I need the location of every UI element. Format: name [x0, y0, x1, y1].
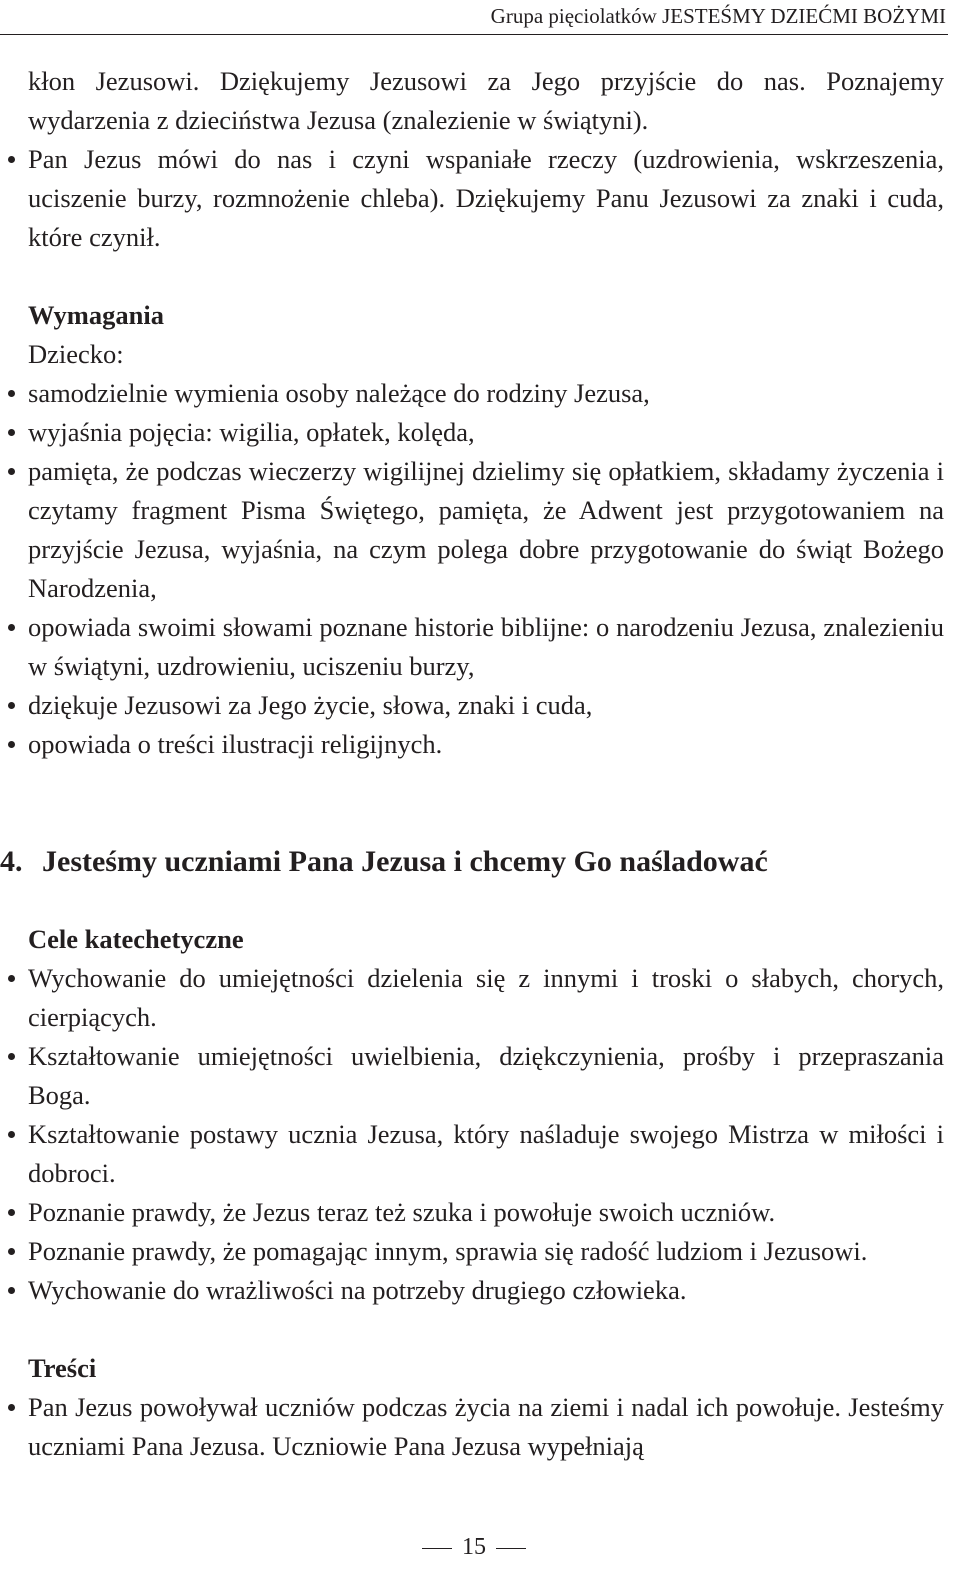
section-heading-wymagania: Wymagania — [28, 300, 164, 330]
list-item: Wychowanie do umiejętności dzielenia się z innymi i troski o słabych, chorych, cierpiących. — [28, 959, 944, 1037]
header-rule — [0, 34, 948, 35]
chapter-number: 4. — [0, 845, 23, 878]
list-item: Pan Jezus mówi do nas i czyni wspaniałe rzeczy (uzdrowienia, wskrzeszenia, uciszenie burzy, rozmnożenie chleba). Dziękujemy Panu Jezusowi za znaki i cuda, które czynił. — [28, 140, 944, 257]
wymagania-bullet-list — [28, 374, 944, 764]
list-item: Pan Jezus powoływał uczniów podczas życia na ziemi i nadal ich powołuje. Jesteśmy uczniami Pana Jezusa. Uczniowie Pana Jezusa wypełniają — [28, 1388, 944, 1466]
list-item: Kształtowanie postawy ucznia Jezusa, który naśladuje swojego Mistrza w miłości i dobroci. — [28, 1115, 944, 1193]
folio-dash-right — [496, 1548, 526, 1549]
page-number-footer — [0, 1532, 948, 1562]
continuation-paragraph: kłon Jezusowi. Dziękujemy Jezusowi za Jego przyjście do nas. Poznajemy wydarzenia z dzieciństwa Jezusa (znalezienie w świątyni). — [28, 66, 944, 135]
spacer — [28, 881, 944, 920]
list-item: Poznanie prawdy, że pomagając innym, sprawia się radość ludziom i Jezusowi. — [28, 1232, 944, 1271]
list-item: opowiada o treści ilustracji religijnych. — [28, 725, 944, 764]
list-item: Kształtowanie umiejętności uwielbienia, dziękczynienia, prośby i przepraszania Boga. — [28, 1037, 944, 1115]
cele-bullet-list — [28, 959, 944, 1310]
section-lead: Dziecko: — [28, 339, 124, 369]
intro-bullet-list — [28, 140, 944, 257]
folio-dash-left — [422, 1548, 452, 1549]
list-item: samodzielnie wymienia osoby należące do rodziny Jezusa, — [28, 374, 944, 413]
spacer — [28, 257, 944, 296]
chapter-title-text: Jesteśmy uczniami Pana Jezusa i chcemy Go naśladować — [42, 845, 768, 878]
list-item: wyjaśnia pojęcia: wigilia, opłatek, kolęda, — [28, 413, 944, 452]
spacer — [28, 1310, 944, 1349]
tresci-bullet-list — [28, 1388, 944, 1466]
list-item: dziękuje Jezusowi za Jego życie, słowa, znaki i cuda, — [28, 686, 944, 725]
list-item: Wychowanie do wrażliwości na potrzeby drugiego człowieka. — [28, 1271, 944, 1310]
list-item: pamięta, że podczas wieczerzy wigilijnej dzielimy się opłatkiem, składamy życzenia i czytamy fragment Pisma Świętego, pamięta, że Adwent jest przygotowaniem na przyjście Jezusa, wyjaśnia, na czym polega dobre przygotowanie do świąt Bożego Narodzenia, — [28, 452, 944, 608]
list-item: Poznanie prawdy, że Jezus teraz też szuka i powołuje swoich uczniów. — [28, 1193, 944, 1232]
page-number: 15 — [462, 1534, 486, 1560]
section-heading-tresci: Treści — [28, 1353, 97, 1383]
chapter-title — [0, 842, 944, 881]
spacer — [28, 764, 944, 842]
page-content — [0, 62, 944, 1466]
section-heading-cele: Cele katechetyczne — [28, 924, 244, 954]
running-header: Grupa pięciolatków JESTEŚMY DZIEĆMI BOŻYMI — [490, 4, 946, 28]
list-item: opowiada swoimi słowami poznane historie biblijne: o narodzeniu Jezusa, znalezieniu w świątyni, uzdrowieniu, uciszeniu burzy, — [28, 608, 944, 686]
